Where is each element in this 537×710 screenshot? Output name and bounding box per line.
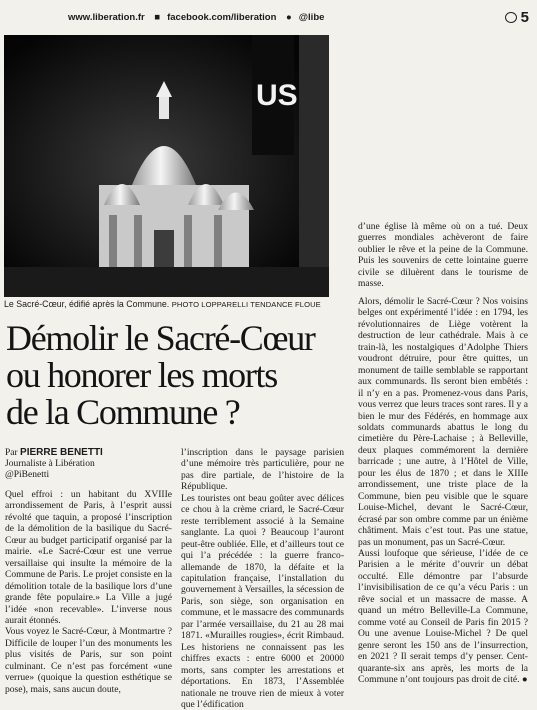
caption-text: Le Sacré-Cœur, édifié après la Commune. (4, 299, 170, 309)
paragraph: Vous voyez le Sacré-Cœur, à Montmartre ? Difficile de louper l’un des monuments les plus visités de Paris, sur son point culminant. Ce n’est pas forcément «une verrue» (quoique la question esthétique se pose), mais, sans aucun doute, (5, 626, 172, 695)
author-role: Journaliste à Libération (5, 459, 95, 469)
article-column-1 (5, 489, 172, 695)
page-number: 5 (520, 9, 529, 26)
facebook-link[interactable]: facebook.com/liberation (167, 12, 277, 23)
facebook-icon: ■ (154, 12, 161, 23)
article-column-3-top (358, 221, 528, 290)
header-links (68, 12, 331, 23)
photo-caption (4, 299, 334, 309)
neon-sign (252, 35, 298, 155)
author-handle: @PiBenetti (5, 470, 50, 480)
twitter-handle[interactable]: @libe (298, 12, 325, 23)
article-headline (6, 320, 336, 431)
page-header (0, 9, 537, 26)
paragraph: Alors, démolir le Sacré-Cœur ? Nos voisins belges ont expérimenté l’idée : en 1794, les révolutionnaires de Liège votèrent la destruction de leur cathédrale. Mais à ce train-là, les nostalgiques d’Adolphe Thiers voudront détruire, pour être quittes, un monument de taille semblable se rapportant aux communards. Ils seront bien embêtés : il n’y en a pas. Promenez-vous dans Paris, vous verrez que leurs traces sont rares. Il y a bien le mur des Fédérés, en hommage aux soldats communards abattus le long du cimetière du Père-Lachaise ; à Belleville, deux plaques commémorent la dernière barricade ; une autre, à l’Hôtel de Ville, pour les élus de 1870 ; et dans le XIIIe arrondissement, une triste place de la Commune, bien peu visible que le square Louise-Michel, devant le Sacré-Cœur, écrasé par son ombre comme par un énième châtiment. Mais c’est tout. Pas une statue, pas un monument, pas un Sacré-Cœur. (358, 296, 528, 548)
headline-line-3: de la Commune ? (6, 392, 240, 432)
site-link[interactable]: www.liberation.fr (68, 12, 145, 23)
sacre-coeur-photo (4, 35, 329, 297)
article-column-2 (181, 447, 344, 710)
paragraph: Les touristes ont beau goûter avec délices ce chou à la crème criard, le Sacré-Cœur reste terriblement associé à la Semaine sanglante. La quoi ? Beaucoup l’auront peut-être oubliée. Elle, et d’ailleurs tout ce qui l’a précédée : la guerre franco-allemande de 1870, la défaite et la capitulation française, l’installation du gouvernement à Versailles, la sécession de Paris, son siège, son organisation en commune, et le massacre des communards par l’armée versaillaise, du 21 au 28 mai 1871. «Murailles rougies», écrit Rimbaud. Les historiens ne connaissent pas les chiffres exacts : entre 6000 et 20000 morts, sans compter les arrestations et déportations. En 1873, l’Assemblée nationale ne trouve rien de mieux à voter que l’édification (181, 492, 344, 710)
sign-letters: US (256, 79, 298, 112)
byline-prefix: Par (5, 448, 18, 458)
paragraph: d’une église là même où on a tué. Deux guerres mondiales achèveront de faire oublier le rêve et la peine de la Commune. Puis les souvenirs de cette lointaine guerre civile se diluèrent dans le tourisme de masse. (358, 221, 528, 290)
liberation-logo-icon (505, 12, 517, 23)
twitter-icon: ● (286, 12, 292, 23)
paragraph: l’inscription dans le paysage parisien d’une mémoire très particulière, pour ne pas dire partiale, de l’histoire de la République. (181, 447, 344, 493)
author-name: PIERRE BENETTI (20, 447, 103, 458)
paragraph: Quel effroi : un habitant du XVIIIe arrondissement de Paris, à l’esprit aussi révolté que taquin, a proposé l’inscription de la démolition de la basilique du Sacré-Cœur au budget participatif organisé par la mairie. «Le Sacré-Cœur est une verrue versaillaise qui insulte la mémoire de la Commune de Paris. Le projet consiste en la démolition totale de la basilique lors d’une grande fête populaire.» La Ville a jugé l’idée «non recevable». L’inverse nous aurait étonnés. (5, 489, 172, 626)
photo-illustration (4, 35, 329, 297)
headline-line-2: ou honorer les morts (6, 355, 277, 395)
article-column-3 (358, 296, 528, 685)
byline (5, 447, 175, 481)
paragraph: Aussi loufoque que sérieuse, l’idée de ce Parisien a le mérite d’ouvrir un débat occulté. Elle démontre par l’absurde l’invisibilisation de ce qu’a vécu Paris : un rêve social et un massacre de masse. A quand un métro Belleville-La Commune, comme voté au Conseil de Paris fin 2015 ? Ou une avenue Louise-Michel ? De quel genre seront les 150 ans de l’insurrection, en 2021 ? Il serait temps d’y penser. Cent-quarante-six ans après, les morts de la Commune n’ont toujours pas droit de cité. ● (358, 547, 528, 685)
photo-credit: PHOTO LOPPARELLI TENDANCE FLOUE (171, 300, 321, 309)
headline-line-1: Démolir le Sacré-Cœur (6, 318, 315, 358)
